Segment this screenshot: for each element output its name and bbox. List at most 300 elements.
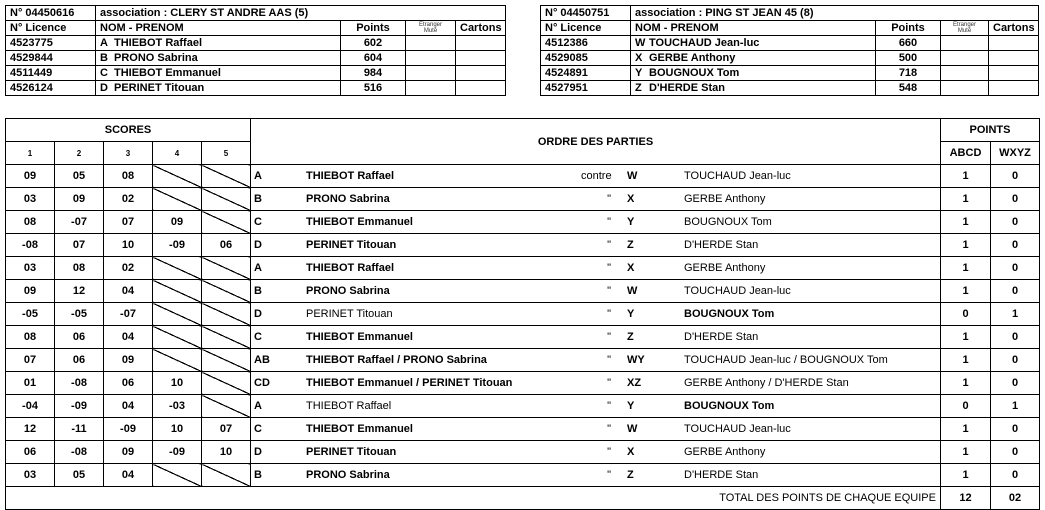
set-score xyxy=(202,326,251,349)
set-score: 04 xyxy=(104,280,153,303)
player-points: 604 xyxy=(341,51,406,66)
name-header: NOM - PRENOM xyxy=(96,21,341,36)
set-score xyxy=(202,280,251,303)
points-abcd: 1 xyxy=(941,349,991,372)
player-name: PRONO Sabrina xyxy=(114,52,198,64)
set-score: 09 xyxy=(104,349,153,372)
set-score xyxy=(153,165,202,188)
team-association: association : CLERY ST ANDRE AAS (5) xyxy=(96,6,506,21)
left-player-code: C xyxy=(254,216,262,228)
set-score: 06 xyxy=(202,234,251,257)
player-letter: W xyxy=(635,37,646,49)
left-player-code: A xyxy=(254,400,262,412)
match-row xyxy=(6,303,1040,326)
team-left-table xyxy=(5,5,506,96)
set-score xyxy=(202,372,251,395)
points-header: Points xyxy=(876,21,941,36)
set-score: 03 xyxy=(6,257,55,280)
set-score xyxy=(153,464,202,487)
player-row xyxy=(6,66,506,81)
left-player-code: B xyxy=(254,469,262,481)
match-row xyxy=(6,464,1040,487)
player-licence: 4511449 xyxy=(6,66,96,81)
right-player-name: TOUCHAUD Jean-luc xyxy=(684,170,791,182)
cartons-cell xyxy=(456,66,506,81)
match-order-cell xyxy=(251,188,941,211)
points-abcd: 1 xyxy=(941,165,991,188)
right-player-name: TOUCHAUD Jean-luc xyxy=(684,285,791,297)
etranger-mute-cell xyxy=(406,66,456,81)
player-licence: 4512386 xyxy=(541,36,631,51)
points-header: Points xyxy=(341,21,406,36)
versus-mark: " xyxy=(607,331,611,343)
set-score: -05 xyxy=(55,303,104,326)
points-wxyz: 0 xyxy=(991,188,1040,211)
match-order-cell xyxy=(251,257,941,280)
right-player-code: XZ xyxy=(627,377,642,389)
set-score: -08 xyxy=(6,234,55,257)
right-player-name: D'HERDE Stan xyxy=(684,469,759,481)
left-player-name: PERINET Titouan xyxy=(306,446,397,458)
etranger-mute-cell xyxy=(941,66,989,81)
total-left: 12 xyxy=(941,487,991,510)
versus-mark: " xyxy=(607,354,611,366)
points-wxyz: 0 xyxy=(991,464,1040,487)
left-player-code: AB xyxy=(254,354,270,366)
player-licence: 4527951 xyxy=(541,81,631,96)
right-player-code: W xyxy=(627,423,638,435)
points-abcd: 1 xyxy=(941,372,991,395)
match-order-cell xyxy=(251,303,941,326)
match-order xyxy=(251,165,940,187)
left-player-name: THIEBOT Emmanuel xyxy=(306,423,413,435)
player-row xyxy=(541,51,1039,66)
set-score: -07 xyxy=(55,211,104,234)
set-score xyxy=(202,395,251,418)
left-player-code: C xyxy=(254,423,262,435)
team-association: association : PING ST JEAN 45 (8) xyxy=(631,6,1039,21)
mute-label: Muté xyxy=(423,28,438,34)
set-score xyxy=(202,165,251,188)
set-score: 04 xyxy=(104,395,153,418)
set-score xyxy=(202,349,251,372)
set-score: -09 xyxy=(153,441,202,464)
etranger-mute-header xyxy=(406,21,456,36)
left-player-name: THIEBOT Emmanuel / PERINET Titouan xyxy=(306,377,513,389)
match-order-cell xyxy=(251,234,941,257)
points-col-abcd: ABCD xyxy=(941,142,991,165)
player-licence: 4529085 xyxy=(541,51,631,66)
cartons-cell xyxy=(456,81,506,96)
set-score: 07 xyxy=(202,418,251,441)
set-number: 3 xyxy=(104,142,153,165)
left-player-code: CD xyxy=(254,377,270,389)
versus-mark: " xyxy=(607,400,611,412)
player-name: THIEBOT Raffael xyxy=(114,37,203,49)
set-score: 01 xyxy=(6,372,55,395)
set-score: 08 xyxy=(6,211,55,234)
set-score: 04 xyxy=(104,464,153,487)
set-score xyxy=(153,349,202,372)
match-row xyxy=(6,257,1040,280)
right-player-code: Z xyxy=(627,331,634,343)
set-score: 12 xyxy=(55,280,104,303)
licence-header: N° Licence xyxy=(6,21,96,36)
set-score xyxy=(153,188,202,211)
match-order-cell xyxy=(251,418,941,441)
points-wxyz: 0 xyxy=(991,211,1040,234)
order-title: ORDRE DES PARTIES xyxy=(251,119,941,165)
points-abcd: 1 xyxy=(941,188,991,211)
set-score: 06 xyxy=(55,326,104,349)
left-player-name: THIEBOT Emmanuel xyxy=(306,216,413,228)
points-abcd: 1 xyxy=(941,280,991,303)
left-player-name: THIEBOT Raffael xyxy=(306,400,392,412)
points-abcd: 1 xyxy=(941,211,991,234)
set-score: -09 xyxy=(104,418,153,441)
right-player-name: GERBE Anthony xyxy=(684,193,766,205)
cartons-cell xyxy=(456,51,506,66)
match-row xyxy=(6,234,1040,257)
right-player-name: TOUCHAUD Jean-luc xyxy=(684,423,791,435)
team-number: N° 04450751 xyxy=(541,6,631,21)
set-score xyxy=(153,280,202,303)
left-player-code: B xyxy=(254,285,262,297)
right-player-code: W xyxy=(627,170,638,182)
match-row xyxy=(6,395,1040,418)
set-score: -08 xyxy=(55,372,104,395)
player-name-cell xyxy=(96,66,341,81)
etranger-mute-cell xyxy=(941,51,989,66)
versus-mark: " xyxy=(607,216,611,228)
left-player-name: PRONO Sabrina xyxy=(306,285,390,297)
right-player-name: GERBE Anthony / D'HERDE Stan xyxy=(684,377,849,389)
set-score: 09 xyxy=(104,441,153,464)
right-player-name: BOUGNOUX Tom xyxy=(684,308,775,320)
match-order xyxy=(251,372,940,394)
total-right: 02 xyxy=(991,487,1040,510)
match-order xyxy=(251,464,940,486)
match-order xyxy=(251,234,940,256)
set-score xyxy=(202,188,251,211)
versus-mark: " xyxy=(607,446,611,458)
total-label: TOTAL DES POINTS DE CHAQUE EQUIPE xyxy=(6,487,941,510)
versus-mark: " xyxy=(607,423,611,435)
set-number: 2 xyxy=(55,142,104,165)
points-wxyz: 0 xyxy=(991,349,1040,372)
set-score: 06 xyxy=(6,441,55,464)
player-letter: D xyxy=(100,82,108,94)
set-score xyxy=(202,464,251,487)
left-player-name: THIEBOT Raffael xyxy=(306,170,395,182)
player-name-cell xyxy=(631,81,876,96)
player-name-cell xyxy=(96,81,341,96)
versus-mark: " xyxy=(607,262,611,274)
set-score: 09 xyxy=(6,280,55,303)
set-score: 02 xyxy=(104,257,153,280)
set-number: 1 xyxy=(6,142,55,165)
set-score: -07 xyxy=(104,303,153,326)
match-row xyxy=(6,326,1040,349)
set-score: 05 xyxy=(55,165,104,188)
name-header: NOM - PRENOM xyxy=(631,21,876,36)
set-score: 09 xyxy=(55,188,104,211)
player-points: 602 xyxy=(341,36,406,51)
etranger-mute-cell xyxy=(941,36,989,51)
match-order xyxy=(251,188,940,210)
left-player-code: D xyxy=(254,239,262,251)
etranger-mute-cell xyxy=(406,51,456,66)
match-order xyxy=(251,257,940,279)
points-wxyz: 0 xyxy=(991,165,1040,188)
player-name-cell xyxy=(96,36,341,51)
set-score: -04 xyxy=(6,395,55,418)
set-score: -09 xyxy=(55,395,104,418)
points-abcd: 1 xyxy=(941,257,991,280)
set-score: -03 xyxy=(153,395,202,418)
points-wxyz: 0 xyxy=(991,372,1040,395)
player-letter: X xyxy=(635,52,643,64)
versus-mark: contre xyxy=(581,170,612,182)
set-score: 06 xyxy=(104,372,153,395)
match-order xyxy=(251,211,940,233)
set-score: 07 xyxy=(6,349,55,372)
points-title: POINTS xyxy=(941,119,1040,142)
set-score: 10 xyxy=(153,372,202,395)
cartons-header: Cartons xyxy=(456,21,506,36)
match-row xyxy=(6,165,1040,188)
cartons-cell xyxy=(989,51,1039,66)
match-order xyxy=(251,303,940,325)
points-wxyz: 0 xyxy=(991,418,1040,441)
match-order-cell xyxy=(251,165,941,188)
set-score: 06 xyxy=(55,349,104,372)
right-player-name: BOUGNOUX Tom xyxy=(684,216,772,228)
points-wxyz: 0 xyxy=(991,280,1040,303)
player-letter: B xyxy=(100,52,108,64)
right-player-name: GERBE Anthony xyxy=(684,446,766,458)
player-row xyxy=(541,36,1039,51)
versus-mark: " xyxy=(607,308,611,320)
player-letter: A xyxy=(100,37,108,49)
scores-title: SCORES xyxy=(6,119,251,142)
set-score: 07 xyxy=(55,234,104,257)
cartons-header: Cartons xyxy=(989,21,1039,36)
points-abcd: 0 xyxy=(941,303,991,326)
points-wxyz: 0 xyxy=(991,234,1040,257)
versus-mark: " xyxy=(607,239,611,251)
versus-mark: " xyxy=(607,377,611,389)
player-licence: 4523775 xyxy=(6,36,96,51)
points-abcd: 1 xyxy=(941,326,991,349)
left-player-code: A xyxy=(254,262,262,274)
right-player-code: Z xyxy=(627,239,634,251)
points-col-wxyz: WXYZ xyxy=(991,142,1040,165)
player-licence: 4529844 xyxy=(6,51,96,66)
set-score xyxy=(202,303,251,326)
set-score: 08 xyxy=(55,257,104,280)
cartons-cell xyxy=(989,81,1039,96)
left-player-name: THIEBOT Raffael / PRONO Sabrina xyxy=(306,354,487,366)
match-row xyxy=(6,349,1040,372)
etranger-label: Etranger xyxy=(952,22,976,28)
player-name: GERBE Anthony xyxy=(649,52,736,64)
etranger-mute-cell xyxy=(941,81,989,96)
set-score: 07 xyxy=(104,211,153,234)
set-score: 08 xyxy=(6,326,55,349)
player-name-cell xyxy=(96,51,341,66)
right-player-code: X xyxy=(627,262,635,274)
right-player-code: X xyxy=(627,193,635,205)
set-score: -09 xyxy=(153,234,202,257)
points-abcd: 1 xyxy=(941,234,991,257)
set-score: -05 xyxy=(6,303,55,326)
match-sheet-table xyxy=(5,118,1040,510)
set-score: 05 xyxy=(55,464,104,487)
player-name: BOUGNOUX Tom xyxy=(649,67,740,79)
player-letter: Y xyxy=(635,67,643,79)
left-player-name: THIEBOT Emmanuel xyxy=(306,331,413,343)
cartons-cell xyxy=(989,66,1039,81)
player-licence: 4526124 xyxy=(6,81,96,96)
match-row xyxy=(6,418,1040,441)
right-player-code: Y xyxy=(627,400,635,412)
set-number: 4 xyxy=(153,142,202,165)
points-wxyz: 0 xyxy=(991,441,1040,464)
match-order xyxy=(251,326,940,348)
set-score: 09 xyxy=(153,211,202,234)
set-score: 09 xyxy=(6,165,55,188)
left-player-name: PERINET Titouan xyxy=(306,308,393,320)
versus-mark: " xyxy=(607,193,611,205)
set-score: 08 xyxy=(104,165,153,188)
left-player-name: PRONO Sabrina xyxy=(306,193,390,205)
set-score xyxy=(153,326,202,349)
points-wxyz: 1 xyxy=(991,395,1040,418)
match-order xyxy=(251,280,940,302)
match-row xyxy=(6,188,1040,211)
match-order-cell xyxy=(251,441,941,464)
match-row xyxy=(6,372,1040,395)
set-score xyxy=(202,257,251,280)
set-score: 10 xyxy=(104,234,153,257)
licence-header: N° Licence xyxy=(541,21,631,36)
cartons-cell xyxy=(989,36,1039,51)
match-order xyxy=(251,395,940,417)
player-row xyxy=(6,81,506,96)
right-player-name: GERBE Anthony xyxy=(684,262,766,274)
points-abcd: 1 xyxy=(941,464,991,487)
player-letter: Z xyxy=(635,82,642,94)
right-player-code: WY xyxy=(627,354,645,366)
set-score: 03 xyxy=(6,464,55,487)
match-order-cell xyxy=(251,395,941,418)
left-player-name: THIEBOT Raffael xyxy=(306,262,395,274)
etranger-mute-header xyxy=(941,21,989,36)
player-row xyxy=(541,81,1039,96)
player-points: 660 xyxy=(876,36,941,51)
points-wxyz: 1 xyxy=(991,303,1040,326)
player-points: 718 xyxy=(876,66,941,81)
player-row xyxy=(6,36,506,51)
player-points: 984 xyxy=(341,66,406,81)
etranger-label: Etranger xyxy=(418,22,442,28)
match-order xyxy=(251,418,940,440)
player-name-cell xyxy=(631,51,876,66)
match-order-cell xyxy=(251,211,941,234)
player-name: TOUCHAUD Jean-luc xyxy=(649,37,760,49)
points-wxyz: 0 xyxy=(991,326,1040,349)
match-order-cell xyxy=(251,372,941,395)
left-player-name: PRONO Sabrina xyxy=(306,469,390,481)
set-score xyxy=(202,211,251,234)
match-order xyxy=(251,441,940,463)
left-player-code: B xyxy=(254,193,262,205)
right-player-name: D'HERDE Stan xyxy=(684,331,759,343)
player-licence: 4524891 xyxy=(541,66,631,81)
left-player-name: PERINET Titouan xyxy=(306,239,397,251)
versus-mark: " xyxy=(607,469,611,481)
match-order-cell xyxy=(251,349,941,372)
player-name: THIEBOT Emmanuel xyxy=(114,67,221,79)
mute-label: Muté xyxy=(957,28,972,34)
set-score xyxy=(153,257,202,280)
team-right-table xyxy=(540,5,1039,96)
match-order-cell xyxy=(251,280,941,303)
player-points: 548 xyxy=(876,81,941,96)
left-player-code: D xyxy=(254,446,262,458)
player-points: 516 xyxy=(341,81,406,96)
player-row xyxy=(541,66,1039,81)
match-row xyxy=(6,211,1040,234)
right-player-code: Z xyxy=(627,469,634,481)
points-wxyz: 0 xyxy=(991,257,1040,280)
player-name: PERINET Titouan xyxy=(114,82,205,94)
player-name-cell xyxy=(631,36,876,51)
set-score: 03 xyxy=(6,188,55,211)
points-abcd: 1 xyxy=(941,441,991,464)
etranger-mute-cell xyxy=(406,81,456,96)
set-score: 10 xyxy=(153,418,202,441)
right-player-code: Y xyxy=(627,216,635,228)
set-score: 04 xyxy=(104,326,153,349)
right-player-code: W xyxy=(627,285,638,297)
etranger-mute-cell xyxy=(406,36,456,51)
left-player-code: D xyxy=(254,308,262,320)
set-score: -08 xyxy=(55,441,104,464)
player-name: D'HERDE Stan xyxy=(649,82,725,94)
points-abcd: 1 xyxy=(941,418,991,441)
team-number: N° 04450616 xyxy=(6,6,96,21)
match-row xyxy=(6,280,1040,303)
points-abcd: 0 xyxy=(941,395,991,418)
set-score xyxy=(153,303,202,326)
right-player-code: X xyxy=(627,446,635,458)
player-row xyxy=(6,51,506,66)
match-row xyxy=(6,441,1040,464)
set-score: -11 xyxy=(55,418,104,441)
set-score: 02 xyxy=(104,188,153,211)
cartons-cell xyxy=(456,36,506,51)
set-number: 5 xyxy=(202,142,251,165)
set-score: 10 xyxy=(202,441,251,464)
match-order xyxy=(251,349,940,371)
player-name-cell xyxy=(631,66,876,81)
set-score: 12 xyxy=(6,418,55,441)
right-player-name: BOUGNOUX Tom xyxy=(684,400,775,412)
match-order-cell xyxy=(251,464,941,487)
player-points: 500 xyxy=(876,51,941,66)
